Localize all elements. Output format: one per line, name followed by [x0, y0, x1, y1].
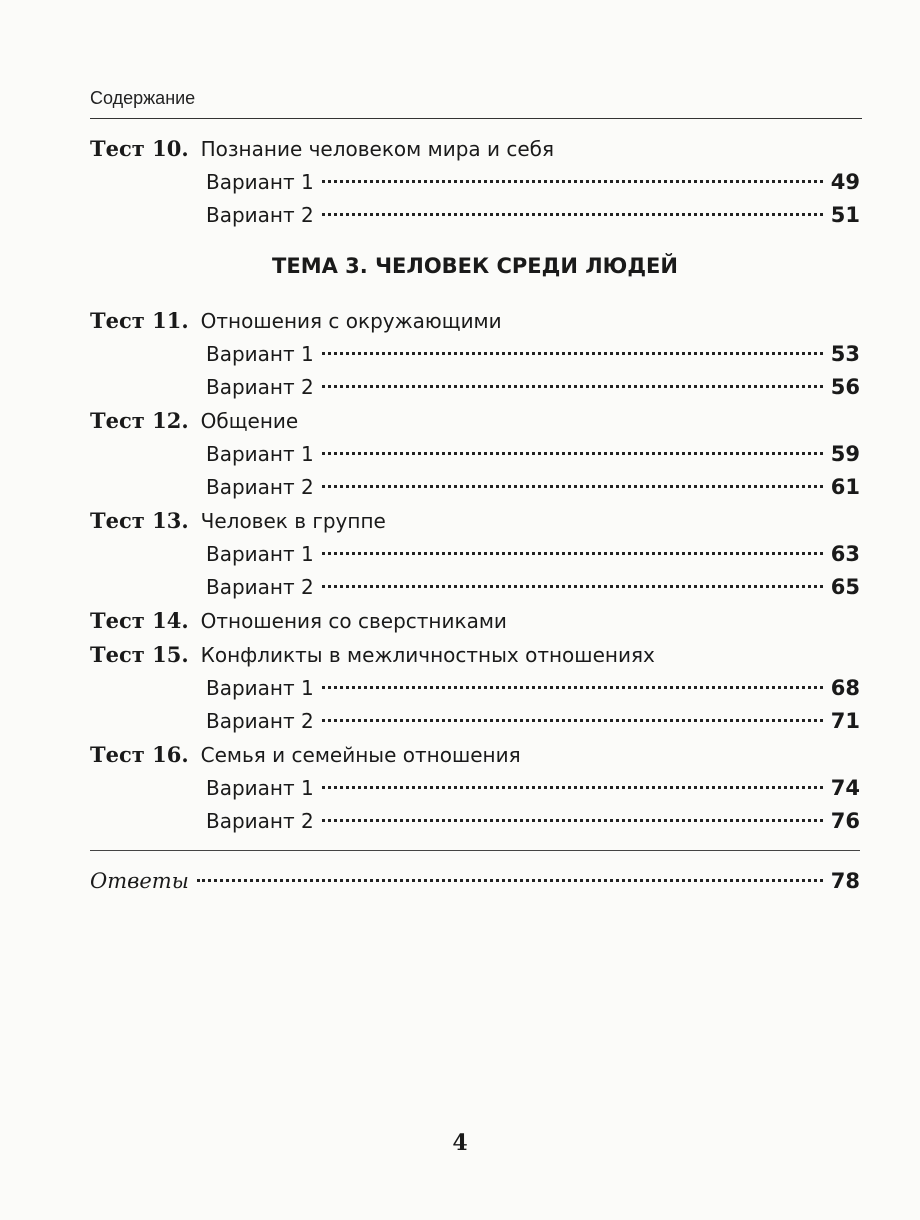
page-number: 74	[830, 776, 860, 800]
toc-variant-row	[90, 571, 860, 604]
toc-variant-row	[90, 538, 860, 571]
toc-variant-row	[90, 166, 860, 199]
variant-label: Вариант 1	[206, 342, 314, 366]
toc-test-12	[90, 404, 860, 438]
page-number: 49	[830, 170, 860, 194]
table-of-contents	[90, 132, 860, 898]
dot-leader	[322, 485, 823, 488]
dot-leader	[322, 385, 823, 388]
test-title: Человек в группе	[200, 509, 386, 533]
running-header: Содержание	[90, 88, 196, 108]
page-number: 65	[830, 575, 860, 599]
test-number: Тест 16.	[90, 742, 189, 767]
section-rule	[90, 850, 860, 851]
toc-variant-row	[90, 672, 860, 705]
test-title: Семья и семейные отношения	[200, 743, 521, 767]
dot-leader	[322, 452, 823, 455]
toc-variant-row	[90, 705, 860, 738]
test-number: Тест 14.	[90, 608, 189, 633]
variant-label: Вариант 1	[206, 676, 314, 700]
test-title: Общение	[200, 409, 299, 433]
header-rule	[90, 118, 862, 119]
dot-leader	[322, 686, 823, 689]
dot-leader	[322, 585, 823, 588]
toc-test-16	[90, 738, 860, 772]
toc-variant-row	[90, 199, 860, 232]
page-number: 61	[830, 475, 860, 499]
test-number: Тест 12.	[90, 408, 189, 433]
page-number: 68	[830, 676, 860, 700]
toc-answers	[90, 865, 860, 898]
dot-leader	[322, 213, 823, 216]
test-title: Отношения со сверстниками	[200, 609, 507, 633]
page-number: 76	[830, 809, 860, 833]
test-title: Познание человеком мира и себя	[200, 137, 555, 161]
toc-variant-row	[90, 471, 860, 504]
variant-label: Вариант 2	[206, 375, 314, 399]
toc-test-11	[90, 304, 860, 338]
test-number: Тест 13.	[90, 508, 189, 533]
toc-variant-row	[90, 772, 860, 805]
variant-label: Вариант 1	[206, 776, 314, 800]
toc-variant-row	[90, 805, 860, 838]
test-number: Тест 11.	[90, 308, 189, 333]
answers-label: Ответы	[90, 869, 189, 893]
variant-label: Вариант 2	[206, 475, 314, 499]
toc-variant-row	[90, 338, 860, 371]
test-title: Конфликты в межличностных отношениях	[200, 643, 655, 667]
dot-leader	[322, 719, 823, 722]
page-number: 51	[830, 203, 860, 227]
test-title: Отношения с окружающими	[200, 309, 502, 333]
variant-label: Вариант 2	[206, 203, 314, 227]
page-number: 78	[830, 869, 860, 893]
variant-label: Вариант 1	[206, 442, 314, 466]
dot-leader	[322, 552, 823, 555]
variant-label: Вариант 2	[206, 575, 314, 599]
toc-test-10	[90, 132, 860, 166]
dot-leader	[322, 786, 823, 789]
page-footer-number: 4	[452, 1130, 468, 1156]
page-number: 56	[830, 375, 860, 399]
dot-leader	[322, 819, 823, 822]
toc-test-15	[90, 638, 860, 672]
page-number: 63	[830, 542, 860, 566]
variant-label: Вариант 1	[206, 170, 314, 194]
toc-test-14	[90, 604, 860, 638]
test-number: Тест 15.	[90, 642, 189, 667]
variant-label: Вариант 1	[206, 542, 314, 566]
toc-test-13	[90, 504, 860, 538]
page-number: 59	[830, 442, 860, 466]
dot-leader	[322, 352, 823, 355]
dot-leader	[197, 879, 823, 882]
toc-variant-row	[90, 371, 860, 404]
dot-leader	[322, 180, 823, 183]
variant-label: Вариант 2	[206, 809, 314, 833]
toc-variant-row	[90, 438, 860, 471]
variant-label: Вариант 2	[206, 709, 314, 733]
page-number: 71	[830, 709, 860, 733]
page-number: 53	[830, 342, 860, 366]
topic-heading: ТЕМА 3. ЧЕЛОВЕК СРЕДИ ЛЮДЕЙ	[272, 254, 678, 278]
test-number: Тест 10.	[90, 136, 189, 161]
